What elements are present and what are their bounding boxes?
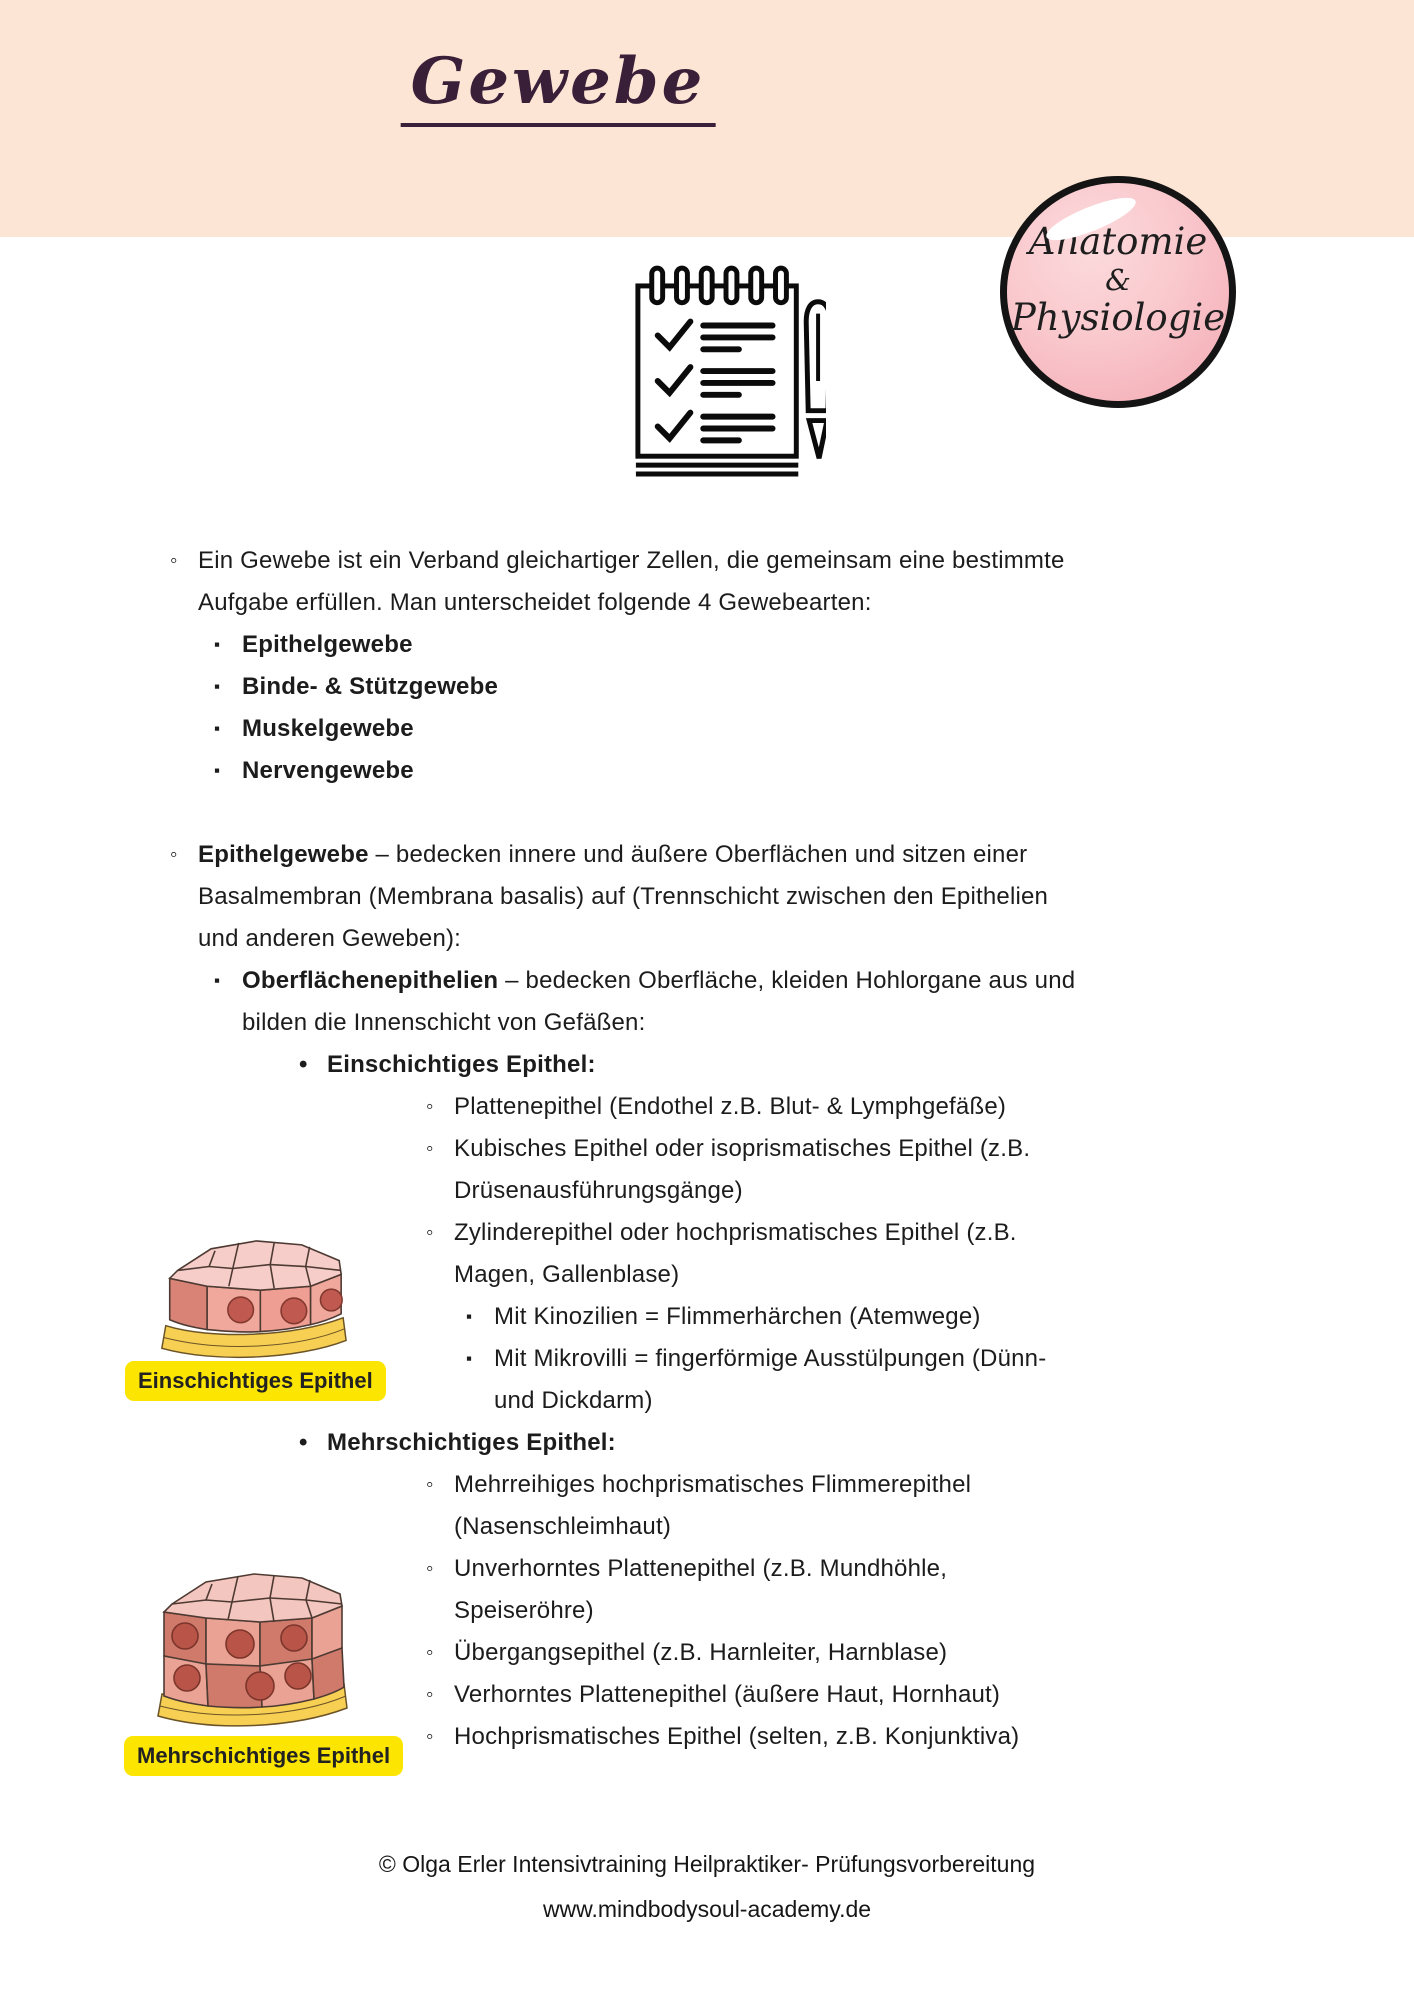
list-subitem (464, 1296, 1080, 1338)
intro-item (168, 540, 1080, 624)
gewebeart-label: Nervengewebe (242, 757, 414, 784)
list-item (424, 1548, 1080, 1632)
gewebeart-nervengewebe (212, 750, 1080, 792)
list-item (424, 1212, 1080, 1296)
einschichtiges-epithel-illustration (150, 1226, 352, 1383)
list-item (424, 1716, 1080, 1758)
gewebeart-label: Epithelgewebe (242, 631, 413, 658)
list-item (424, 1674, 1080, 1716)
list-item (424, 1128, 1080, 1212)
heading-text: Mehrschichtiges Epithel: (327, 1429, 616, 1456)
oberflaechenepithelien-item (212, 960, 1080, 1044)
list-item (424, 1464, 1080, 1548)
einschichtiges-epithel-heading (297, 1044, 1080, 1086)
badge-line-anatomie: Anatomie (1028, 220, 1208, 263)
item-text: Hochprismatisches Epithel (selten, z.B. Konjunktiva) (454, 1723, 1020, 1750)
badge-line-ampersand: & (1105, 262, 1131, 297)
intro-text: Ein Gewebe ist ein Verband gleichartiger Zellen, die gemeinsam eine bestimmte Aufgabe erfüllen. Man unterscheidet folgende 4 Gewebearten: (198, 547, 1065, 616)
gewebeart-label: Muskelgewebe (242, 715, 414, 742)
item-text: Mit Mikrovilli = fingerförmige Ausstülpungen (Dünn- und Dickdarm) (494, 1345, 1047, 1414)
mehrschichtiges-epithel-heading (297, 1422, 1080, 1464)
item-text: Kubisches Epithel oder isoprismatisches Epithel (z.B. Drüsenausführungsgänge) (454, 1135, 1031, 1204)
oberflaechenepithelien-lead: Oberflächenepithelien (242, 967, 499, 994)
item-text: Mehrreihiges hochprismatisches Flimmerepithel (Nasenschleimhaut) (454, 1471, 972, 1540)
footer-copyright: © Olga Erler Intensivtraining Heilpraktiker- Prüfungsvorbereitung (378, 1851, 1036, 1877)
heading-text: Einschichtiges Epithel: (327, 1051, 596, 1078)
item-text: Verhorntes Plattenepithel (äußere Haut, Hornhaut) (454, 1681, 1001, 1708)
list-subitem (464, 1338, 1080, 1422)
epithelgewebe-section (168, 834, 1080, 960)
checklist-notepad-pen-icon (628, 264, 826, 497)
gewebeart-epithelgewebe (212, 624, 1080, 666)
item-text: Übergangsepithel (z.B. Harnleiter, Harnblase) (454, 1639, 948, 1666)
item-text: Unverhorntes Plattenepithel (z.B. Mundhöhle, Speiseröhre) (454, 1555, 948, 1624)
epithelgewebe-rest: – bedecken innere und äußere Oberflächen und sitzen einer Basalmembran (Membrana basalis) auf (Trennschicht zwischen den Epithelien und anderen Geweben): (198, 841, 1049, 952)
gewebeart-muskelgewebe (212, 708, 1080, 750)
page-title: Gewebe (401, 44, 716, 127)
list-item (424, 1632, 1080, 1674)
badge-line-physiologie: Physiologie (1010, 295, 1226, 339)
item-text: Zylinderepithel oder hochprismatisches Epithel (z.B. Magen, Gallenblase) (454, 1219, 1017, 1288)
spacer (168, 792, 1080, 834)
item-text: Plattenepithel (Endothel z.B. Blut- & Lymphgefäße) (454, 1093, 1007, 1120)
einschichtiges-epithel-label: Einschichtiges Epithel (125, 1361, 386, 1401)
item-text: Mit Kinozilien = Flimmerhärchen (Atemwege) (494, 1303, 981, 1330)
gewebeart-label: Binde- & Stützgewebe (242, 673, 499, 700)
epithelgewebe-lead: Epithelgewebe (198, 841, 369, 868)
list-item (424, 1086, 1080, 1128)
gewebeart-bindegewebe (212, 666, 1080, 708)
footer-website: www.mindbodysoul-academy.de (542, 1896, 872, 1922)
footer (0, 1842, 1414, 1932)
mehrschichtiges-epithel-illustration (142, 1556, 360, 1746)
oberflaechenepithelien-rest: – bedecken Oberfläche, kleiden Hohlorgane aus und bilden die Innenschicht von Gefäßen: (242, 967, 1076, 1036)
mehrschichtiges-epithel-label: Mehrschichtiges Epithel (124, 1736, 403, 1776)
anatomie-physiologie-badge (1000, 176, 1236, 408)
